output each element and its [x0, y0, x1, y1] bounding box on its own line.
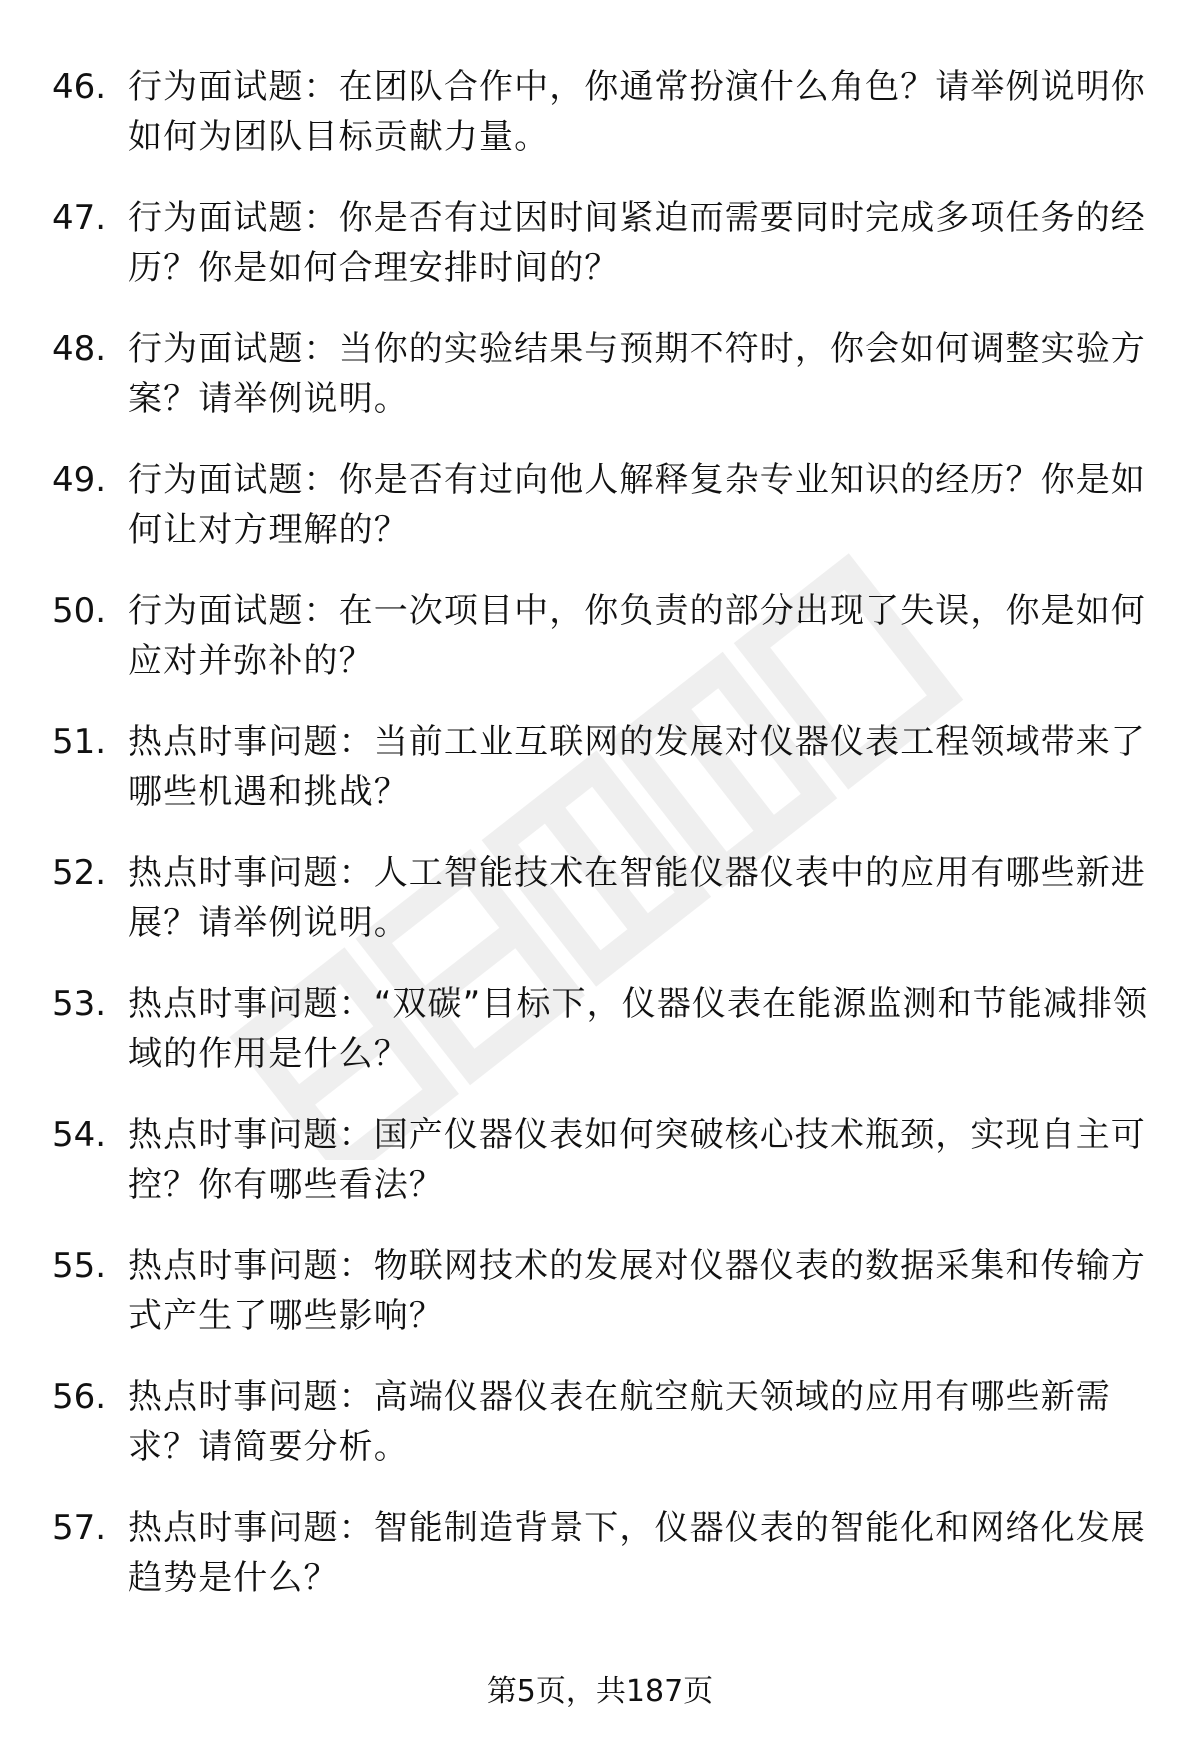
- question-text: 热点时事问题：物联网技术的发展对仪器仪表的数据采集和传输方式产生了哪些影响？: [128, 1246, 1146, 1336]
- list-item: [52, 445, 1162, 576]
- list-item: [52, 1100, 1162, 1231]
- question-number: 49.: [52, 460, 107, 500]
- list-item: [52, 969, 1162, 1100]
- question-text: 热点时事问题：智能制造背景下，仪器仪表的智能化和网络化发展趋势是什么？: [128, 1508, 1146, 1598]
- question-text: 热点时事问题：高端仪器仪表在航空航天领域的应用有哪些新需求？请简要分析。: [128, 1377, 1111, 1467]
- list-item: [52, 1493, 1162, 1624]
- list-item: [52, 576, 1162, 707]
- question-text: 行为面试题：在一次项目中，你负责的部分出现了失误，你是如何应对并弥补的？: [128, 591, 1146, 681]
- question-text: 行为面试题：你是否有过因时间紧迫而需要同时完成多项任务的经历？你是如何合理安排时间的？: [128, 198, 1146, 288]
- question-number: 56.: [52, 1377, 107, 1417]
- list-item: [52, 1231, 1162, 1362]
- question-text: 热点时事问题：人工智能技术在智能仪器仪表中的应用有哪些新进展？请举例说明。: [128, 853, 1146, 943]
- page-footer: 第5页，共187页: [486, 1674, 714, 1709]
- question-text: 热点时事问题：国产仪器仪表如何突破核心技术瓶颈，实现自主可控？你有哪些看法？: [128, 1115, 1146, 1205]
- question-text: 行为面试题：在团队合作中，你通常扮演什么角色？请举例说明你如何为团队目标贡献力量。: [128, 67, 1146, 157]
- question-number: 52.: [52, 853, 107, 893]
- question-number: 50.: [52, 591, 107, 631]
- question-text: 行为面试题：你是否有过向他人解释复杂专业知识的经历？你是如何让对方理解的？: [128, 460, 1146, 550]
- question-number: 46.: [52, 67, 107, 107]
- question-number: 57.: [52, 1508, 107, 1548]
- question-number: 53.: [52, 984, 107, 1024]
- list-item: [52, 1362, 1162, 1493]
- question-number: 48.: [52, 329, 107, 369]
- list-item: [52, 183, 1162, 314]
- list-item: [52, 707, 1162, 838]
- list-item: [52, 314, 1162, 445]
- question-number: 54.: [52, 1115, 107, 1155]
- question-number: 55.: [52, 1246, 107, 1286]
- question-list: [52, 52, 1162, 1624]
- list-item: [52, 838, 1162, 969]
- question-text: 热点时事问题：当前工业互联网的发展对仪器仪表工程领域带来了哪些机遇和挑战？: [128, 722, 1146, 812]
- question-number: 51.: [52, 722, 107, 762]
- question-number: 47.: [52, 198, 107, 238]
- question-text: 热点时事问题：“双碳”目标下，仪器仪表在能源监测和节能减排领域的作用是什么？: [128, 984, 1149, 1074]
- question-text: 行为面试题：当你的实验结果与预期不符时，你会如何调整实验方案？请举例说明。: [128, 329, 1146, 419]
- list-item: [52, 52, 1162, 183]
